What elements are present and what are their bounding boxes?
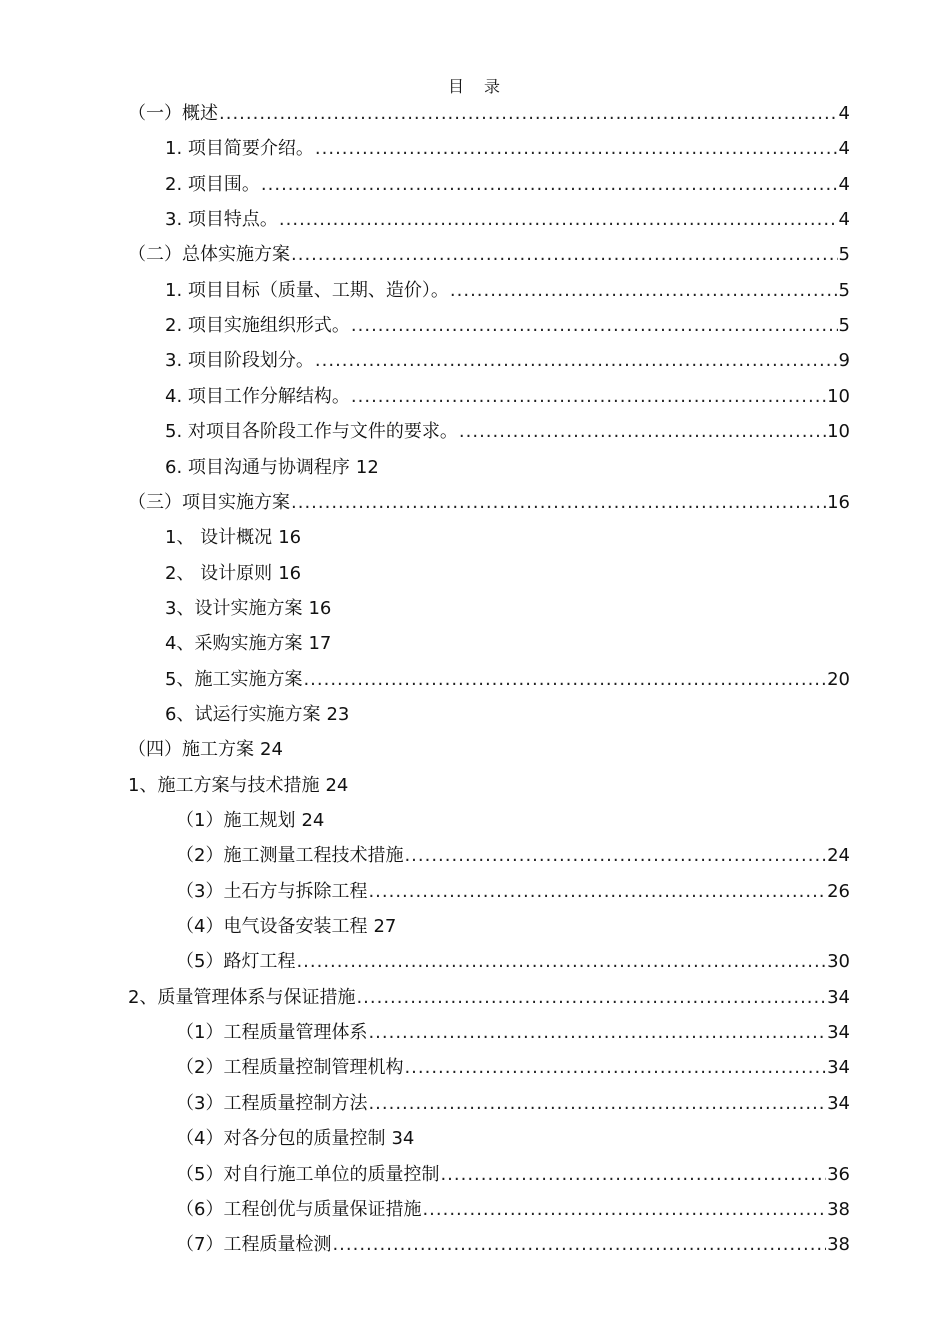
- dot-leader: [261, 167, 838, 202]
- dot-leader: [291, 485, 826, 520]
- toc-entry[interactable]: [165, 414, 850, 449]
- toc-entry[interactable]: [176, 838, 850, 873]
- toc-entry-page-number: 20: [827, 668, 850, 690]
- toc-entry[interactable]: [176, 874, 850, 909]
- toc-entry[interactable]: [176, 1192, 850, 1227]
- dot-leader: [450, 273, 838, 308]
- toc-entry[interactable]: [128, 732, 283, 767]
- toc-entry-label: 3. 项目特点。: [165, 209, 278, 231]
- toc-entry-page-number: 34: [827, 1057, 850, 1079]
- toc-entry[interactable]: [176, 1121, 414, 1156]
- toc-entry-page-number: 24: [260, 739, 283, 761]
- toc-entry[interactable]: [128, 485, 850, 520]
- toc-entry-page-number: 9: [838, 350, 850, 372]
- toc-title: 目 录: [447, 77, 502, 96]
- toc-entry-label: 1、 设计概况: [165, 527, 273, 549]
- toc-entry-page-number: 4: [838, 173, 850, 195]
- toc-entry-label: 6、试运行实施方案: [165, 703, 321, 725]
- dot-leader: [368, 1015, 826, 1050]
- toc-entry[interactable]: [176, 944, 850, 979]
- toc-entry-label: （5）对自行施工单位的质量控制: [176, 1163, 440, 1185]
- toc-entry-label: 3. 项目阶段划分。: [165, 350, 314, 372]
- dot-leader: [315, 343, 838, 378]
- dot-leader: [219, 96, 838, 131]
- dot-leader: [291, 237, 838, 272]
- toc-entry[interactable]: [165, 450, 379, 485]
- toc-entry[interactable]: [176, 1015, 850, 1050]
- toc-entry[interactable]: [165, 662, 850, 697]
- toc-entry-page-number: 12: [355, 456, 379, 478]
- dot-leader: [296, 944, 826, 979]
- toc-entry-label: （4）电气设备安装工程: [176, 916, 368, 938]
- toc-entry-page-number: 38: [827, 1198, 850, 1220]
- toc-entry-label: （6）工程创优与质量保证措施: [176, 1198, 422, 1220]
- toc-entry-page-number: 30: [827, 951, 850, 973]
- toc-entry[interactable]: [165, 591, 331, 626]
- toc-entry[interactable]: [165, 308, 850, 343]
- toc-entry[interactable]: [176, 1157, 850, 1192]
- dot-leader: [404, 838, 826, 873]
- toc-entry-page-number: 34: [827, 1092, 850, 1114]
- dot-leader: [356, 980, 826, 1015]
- toc-entry-label: （二）总体实施方案: [128, 244, 290, 266]
- toc-entry[interactable]: [165, 167, 850, 202]
- toc-entry-page-number: 24: [325, 774, 349, 796]
- toc-entry-page-number: 4: [838, 138, 850, 160]
- toc-entry[interactable]: [165, 379, 850, 414]
- toc-entry[interactable]: [165, 556, 301, 591]
- toc-entry-label: 3、设计实施方案: [165, 597, 303, 619]
- toc-entry-page-number: 16: [278, 562, 302, 584]
- toc-entry-page-number: 4: [838, 103, 850, 124]
- toc-entry-label: （1）施工规划: [176, 810, 296, 831]
- dot-leader: [351, 308, 838, 343]
- toc-entry[interactable]: [165, 520, 301, 555]
- toc-entry-page-number: 23: [326, 703, 350, 725]
- toc-entry[interactable]: [165, 626, 331, 661]
- toc-entry[interactable]: [128, 96, 850, 131]
- dot-leader: [303, 662, 826, 697]
- toc-entry[interactable]: [176, 1227, 850, 1262]
- dot-leader: [315, 131, 838, 166]
- toc-entry-page-number: 5: [838, 279, 850, 301]
- toc-entry-label: 1. 项目目标（质量、工期、造价）。: [165, 279, 449, 301]
- toc-entry[interactable]: [165, 343, 850, 378]
- toc-entry-label: 6. 项目沟通与协调程序: [165, 456, 350, 478]
- toc-entry-page-number: 34: [391, 1128, 415, 1150]
- toc-entry-label: （3）土石方与拆除工程: [176, 880, 368, 902]
- dot-leader: [332, 1227, 826, 1262]
- toc-entry[interactable]: [176, 909, 396, 944]
- toc-entry-label: （3）工程质量控制方法: [176, 1092, 368, 1114]
- toc-entry-page-number: 16: [827, 491, 850, 513]
- toc-entry-label: （4）对各分包的质量控制: [176, 1128, 386, 1150]
- toc-entry-label: 2、质量管理体系与保证措施: [128, 986, 356, 1008]
- dot-leader: [459, 414, 826, 449]
- toc-entry-page-number: 10: [827, 421, 850, 443]
- toc-entry[interactable]: [176, 1086, 850, 1121]
- toc-entry-page-number: 34: [827, 1022, 850, 1044]
- toc-entry-label: （2）工程质量控制管理机构: [176, 1057, 404, 1079]
- toc-entry[interactable]: [165, 131, 850, 166]
- toc-entry-label: 1. 项目简要介绍。: [165, 138, 314, 160]
- toc-entry-label: 2. 项目围。: [165, 173, 260, 195]
- toc-entry-page-number: 24: [301, 810, 325, 831]
- dot-leader: [351, 379, 826, 414]
- toc-entry-label: 5、施工实施方案: [165, 668, 303, 690]
- toc-entry-page-number: 24: [827, 845, 850, 867]
- toc-entry[interactable]: [128, 980, 850, 1015]
- toc-entry-label: （7）工程质量检测: [176, 1234, 332, 1256]
- toc-entry[interactable]: [176, 1050, 850, 1085]
- toc-entry-label: 5. 对项目各阶段工作与文件的要求。: [165, 421, 458, 443]
- toc-entry-label: （2）施工测量工程技术措施: [176, 845, 404, 867]
- toc-entry-label: （5）路灯工程: [176, 951, 296, 973]
- toc-entry-label: （1）工程质量管理体系: [176, 1022, 368, 1044]
- toc-entry[interactable]: [128, 768, 348, 803]
- dot-leader: [404, 1050, 826, 1085]
- toc-entry-label: 4. 项目工作分解结构。: [165, 385, 350, 407]
- toc-entry-label: 2、 设计原则: [165, 562, 273, 584]
- toc-entry[interactable]: [176, 803, 324, 838]
- toc-entry-label: （一）概述: [128, 103, 218, 124]
- toc-entry-label: 1、施工方案与技术措施: [128, 774, 320, 796]
- toc-entry-page-number: 17: [308, 633, 332, 655]
- toc-entry-page-number: 5: [838, 244, 850, 266]
- toc-entry-page-number: 4: [838, 209, 850, 231]
- toc-entry-page-number: 5: [838, 315, 850, 337]
- toc-entry-page-number: 10: [827, 385, 850, 407]
- toc-entry-page-number: 27: [373, 916, 397, 938]
- toc-entry[interactable]: [128, 237, 850, 272]
- toc-entry-page-number: 36: [827, 1163, 850, 1185]
- toc-entry-label: （四）施工方案: [128, 739, 254, 761]
- toc-entry-page-number: 16: [278, 527, 302, 549]
- toc-entry-page-number: 34: [827, 986, 850, 1008]
- toc-entry-label: （三）项目实施方案: [128, 491, 290, 513]
- toc-entry-page-number: 38: [827, 1234, 850, 1256]
- toc-entry-page-number: 16: [308, 597, 332, 619]
- toc-entry-label: 2. 项目实施组织形式。: [165, 315, 350, 337]
- dot-leader: [279, 202, 838, 237]
- toc-entry-label: 4、采购实施方案: [165, 633, 303, 655]
- dot-leader: [368, 1086, 826, 1121]
- dot-leader: [368, 874, 826, 909]
- dot-leader: [440, 1157, 826, 1192]
- toc-entry[interactable]: [165, 273, 850, 308]
- toc-entry[interactable]: [165, 697, 349, 732]
- toc-entry[interactable]: [165, 202, 850, 237]
- toc-entry-page-number: 26: [827, 880, 850, 902]
- dot-leader: [422, 1192, 826, 1227]
